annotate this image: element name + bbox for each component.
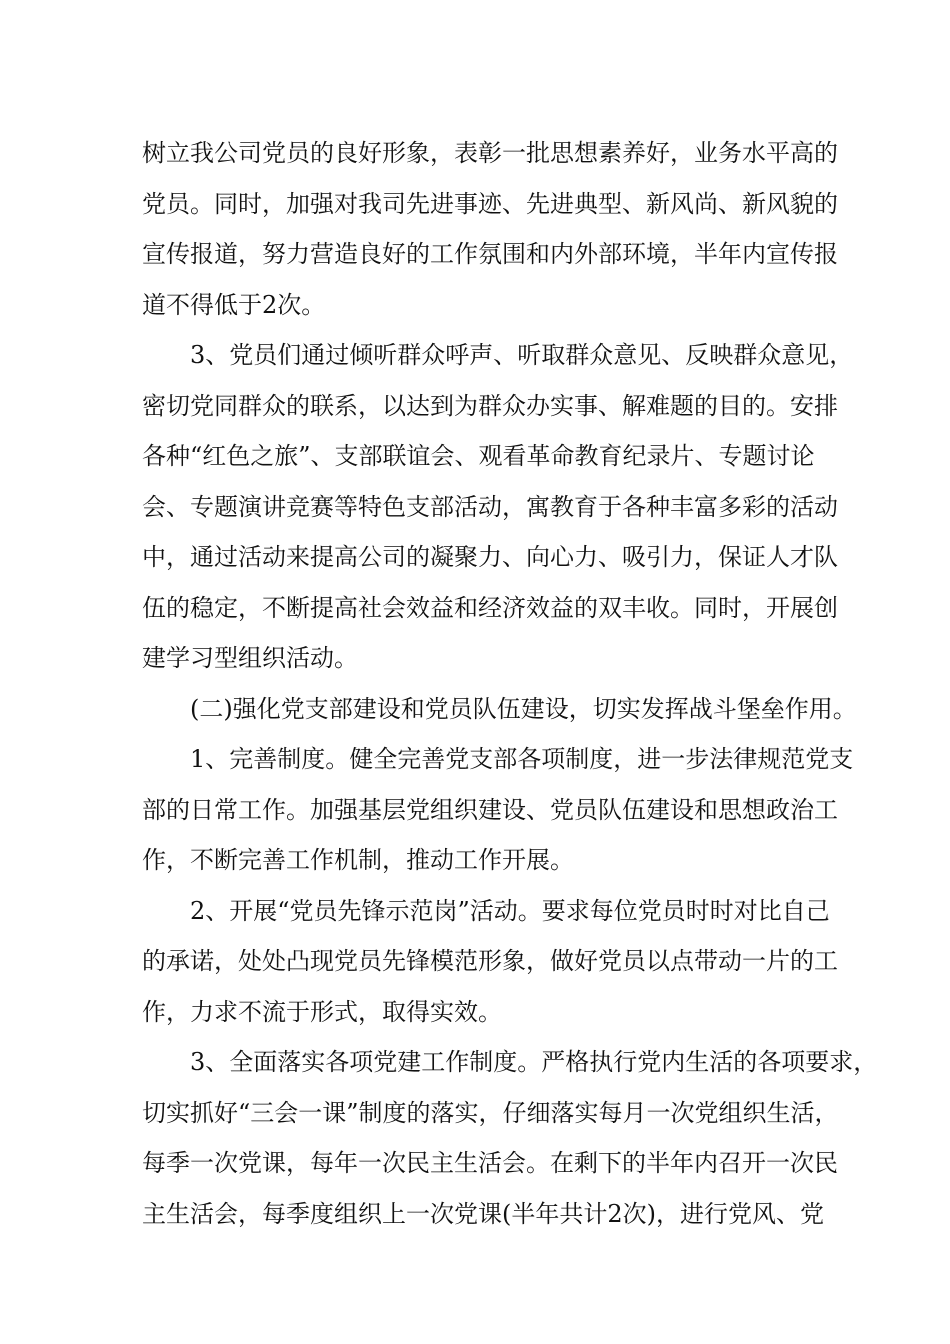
text-line: 树立我公司党员的良好形象，表彰一批思想素养好，业务水平高的: [142, 139, 838, 167]
text-line: 各种“红色之旅”、支部联谊会、观看革命教育纪录片、专题讨论: [142, 442, 815, 470]
text-line: 道不得低于2次。: [142, 290, 326, 319]
text-line: 宣传报道，努力营造良好的工作氛围和内外部环境，半年内宣传报: [142, 240, 838, 268]
text-line: 1、完善制度。健全完善党支部各项制度，进一步法律规范党支: [190, 745, 854, 773]
text-line: 部的日常工作。加强基层党组织建设、党员队伍建设和思想政治工: [142, 795, 838, 824]
text-line: 主生活会，每季度组织上一次党课(半年共计2次)，进行党风、党: [142, 1199, 824, 1228]
text-line: (二)强化党支部建设和党员队伍建设，切实发挥战斗堡垒作用。: [190, 694, 857, 723]
text-line: 每季一次党课，每年一次民主生活会。在剩下的半年内召开一次民: [142, 1149, 838, 1177]
text-line: 作，力求不流于形式，取得实效。: [142, 997, 502, 1026]
text-line: 会、专题演讲竞赛等特色支部活动，寓教育于各种丰富多彩的活动: [142, 492, 838, 521]
text-line: 2、开展“党员先锋示范岗”活动。要求每位党员时时对比自己: [190, 896, 830, 925]
text-line: 3、党员们通过倾听群众呼声、听取群众意见、反映群众意见，: [190, 341, 854, 369]
text-line: 切实抓好“三会一课”制度的落实，仔细落实每月一次党组织生活，: [142, 1098, 839, 1127]
document-body: [142, 128, 878, 1239]
text-line: 党员。同时，加强对我司先进事迹、先进典型、新风尚、新风貌的: [142, 189, 838, 218]
text-line: 3、全面落实各项党建工作制度。严格执行党内生活的各项要求，: [190, 1048, 878, 1076]
text-line: 密切党同群众的联系，以达到为群众办实事、解难题的目的。安排: [142, 391, 838, 420]
text-line: 的承诺，处处凸现党员先锋模范形象，做好党员以点带动一片的工: [142, 947, 838, 975]
text-line: 伍的稳定，不断提高社会效益和经济效益的双丰收。同时，开展创: [142, 593, 838, 622]
text-line: 中，通过活动来提高公司的凝聚力、向心力、吸引力，保证人才队: [142, 543, 838, 571]
text-line: 建学习型组织活动。: [142, 644, 358, 672]
text-line: 作，不断完善工作机制，推动工作开展。: [142, 846, 574, 874]
